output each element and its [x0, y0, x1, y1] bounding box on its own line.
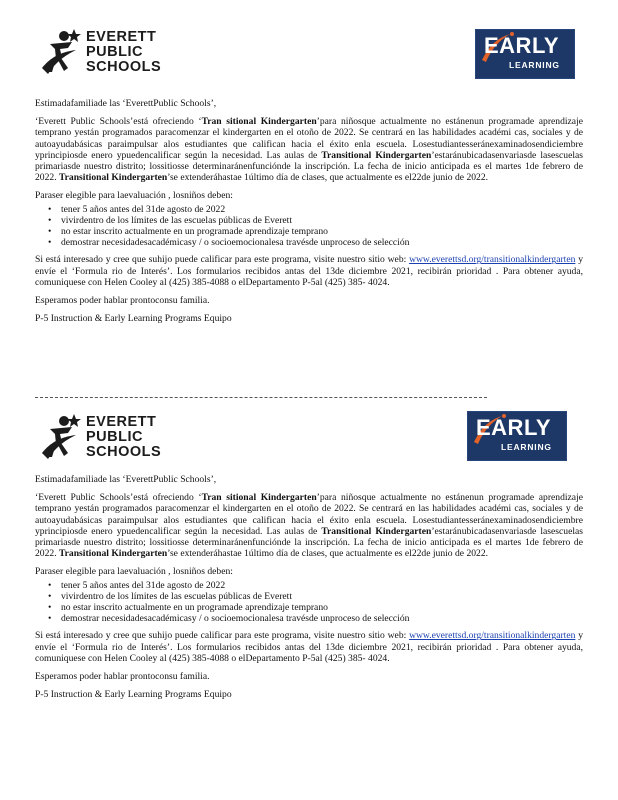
early-wordmark: EARLY	[476, 415, 552, 440]
criteria-item: • tener 5 años antes del 31de agosto de 2022	[61, 204, 583, 215]
greeting: Estimadafamiliade las ‘EverettPublic Schools’,	[35, 474, 217, 485]
logo-line-public: PUBLIC	[86, 44, 143, 60]
program-description: ‘Everett Public Schools’está ofreciendo ‘Tran sitional Kindergarten’para niñosque actualmente no estánenun programade aprendizaje temprano yestán programados paracomenzar el kindergarten en el otoño de 2022. Se centrará en las habilidades académi cas, sociales y de autoayudabásicas paraimpulsar alos estudiantes que califican hacia el éxito enla escuela. Losestudiantesseránexaminadosendiciembre yprincipiosde enero ypuedencalificar según la necesidad. Las aulas de Transitional Kindergarten’estaránubicadasenvariasde lasescuelas primariasde nuestro distrito; lossitiosse determinaránenfunciónde la inscripción. La fecha de inicio anticipada es el martes 1de febrero de 2022. Transitional Kindergarten’se extenderáhastae 1último día de clases, que actualmente es el22de junio de 2022.	[35, 116, 583, 184]
criteria-list	[35, 204, 583, 249]
logo-line-public: PUBLIC	[86, 429, 143, 445]
criteria-item: • no estar inscrito actualmente en un programade aprendizaje temprano	[61, 226, 583, 237]
letterhead	[0, 405, 618, 470]
learning-wordmark: LEARNING	[509, 60, 560, 70]
early-learning-logo	[467, 411, 567, 461]
closing: Esperamos poder hablar prontoconsu familia.	[35, 671, 210, 683]
flyer-copy-1	[0, 20, 618, 85]
closing: Esperamos poder hablar prontoconsu familia.	[35, 295, 210, 307]
logo-line-schools: SCHOOLS	[86, 444, 162, 460]
eligibility-intro: Paraser elegible para laevaluación , losniños deben:	[35, 566, 233, 578]
criteria-item: • vivirdentro de los límites de las escuelas públicas de Everett	[61, 215, 583, 226]
greeting: Estimadafamiliade las ‘EverettPublic Schools’,	[35, 98, 217, 109]
signature: P-5 Instruction & Early Learning Programs Equipo	[35, 313, 232, 325]
criteria-list	[35, 580, 583, 625]
application-info: Si está interesado y cree que suhijo puede calificar para este programa, visite nuestro sitio web: www.everettsd.org/transitionalkindergarten y envíe el ‘Formula rio de Interés’. Los formularios recibidos antas del 13de diciembre 2021, recibirán prioridad . Para obtener ayuda, comuniquese con Helen Cooley al (425) 385-4088 o elDepartamento P-5al (425) 385- 4024.	[35, 254, 583, 288]
learning-wordmark: LEARNING	[501, 442, 552, 452]
logo-line-schools: SCHOOLS	[86, 59, 162, 75]
criteria-item: • demostrar necesidadesacadémicasy / o socioemocionalesa travésde unproceso de selección	[61, 613, 583, 624]
letterhead	[0, 20, 618, 85]
early-wordmark: EARLY	[484, 33, 560, 58]
website-link[interactable]: www.everettsd.org/transitionalkindergarten	[409, 254, 576, 266]
runner-icon	[38, 28, 84, 80]
criteria-item: • tener 5 años antes del 31de agosto de 2022	[61, 580, 583, 591]
letter-body-1	[35, 98, 583, 331]
eligibility-intro: Paraser elegible para laevaluación , losniños deben:	[35, 190, 233, 202]
everett-public-schools-logo	[38, 411, 173, 469]
cut-line-divider	[35, 397, 487, 398]
logo-line-everett: EVERETT	[86, 29, 157, 45]
application-info: Si está interesado y cree que suhijo puede calificar para este programa, visite nuestro sitio web: www.everettsd.org/transitionalkindergarten y envíe el ‘Formula rio de Interés’. Los formularios recibidos antas del 13de diciembre 2021, recibirán prioridad . Para obtener ayuda, comuniquese con Helen Cooley al (425) 385-4088 o elDepartamento P-5al (425) 385- 4024.	[35, 630, 583, 664]
early-learning-logo	[475, 29, 575, 79]
signature: P-5 Instruction & Early Learning Programs Equipo	[35, 689, 232, 701]
everett-public-schools-logo	[38, 26, 173, 84]
website-link[interactable]: www.everettsd.org/transitionalkindergarten	[409, 630, 576, 642]
letter-body-2	[35, 474, 583, 707]
logo-line-everett: EVERETT	[86, 414, 157, 430]
criteria-item: • no estar inscrito actualmente en un programade aprendizaje temprano	[61, 602, 583, 613]
flyer-copy-2	[0, 405, 618, 470]
criteria-item: • vivirdentro de los límites de las escuelas públicas de Everett	[61, 591, 583, 602]
criteria-item: • demostrar necesidadesacadémicasy / o socioemocionalesa travésde unproceso de selección	[61, 237, 583, 248]
program-description: ‘Everett Public Schools’está ofreciendo ‘Tran sitional Kindergarten’para niñosque actualmente no estánenun programade aprendizaje temprano yestán programados paracomenzar el kindergarten en el otoño de 2022. Se centrará en las habilidades académi cas, sociales y de autoayudabásicas paraimpulsar alos estudiantes que califican hacia el éxito enla escuela. Losestudiantesseránexaminadosendiciembre yprincipiosde enero ypuedencalificar según la necesidad. Las aulas de Transitional Kindergarten’estaránubicadasenvariasde lasescuelas primariasde nuestro distrito; lossitiosse determinaránenfunciónde la inscripción. La fecha de inicio anticipada es el martes 1de febrero de 2022. Transitional Kindergarten’se extenderáhastae 1último día de clases, que actualmente es el22de junio de 2022.	[35, 492, 583, 560]
runner-icon	[38, 413, 84, 465]
